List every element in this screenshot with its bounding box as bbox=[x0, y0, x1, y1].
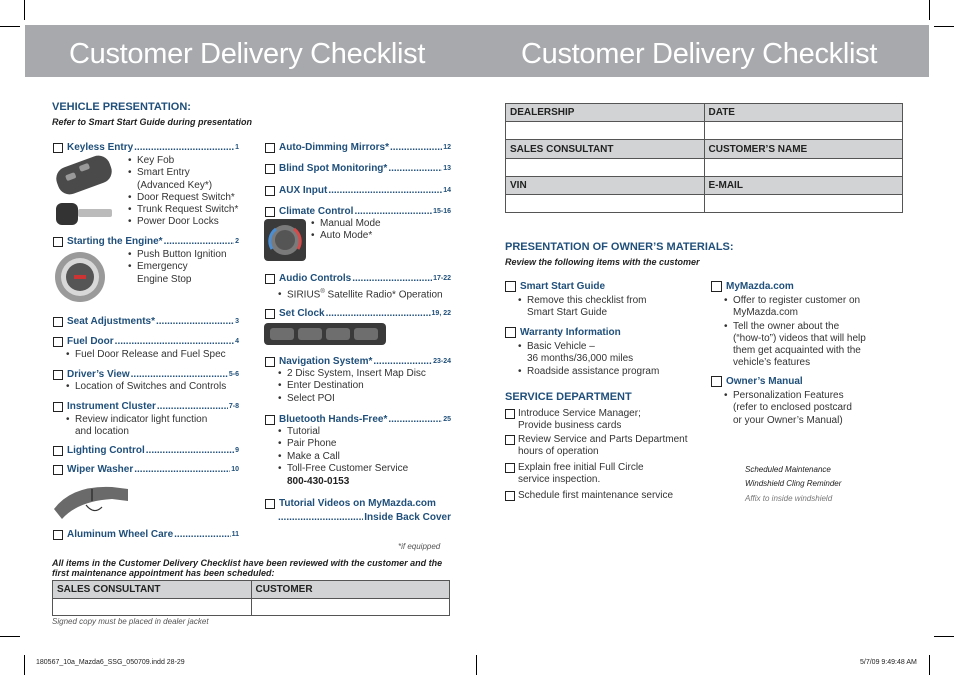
page-ref: 2 bbox=[235, 238, 239, 245]
crop-mark bbox=[934, 636, 954, 637]
sticker-instruction: Affix to inside windshield bbox=[745, 494, 833, 503]
check-wiper-washer[interactable] bbox=[53, 464, 239, 475]
check-schedule-maintenance[interactable]: Schedule first maintenance service bbox=[505, 490, 705, 502]
page-ref: 1 bbox=[235, 144, 239, 151]
key-fob-icon bbox=[52, 155, 122, 231]
tutorial-videos-location: ..... Inside Back Cover bbox=[278, 512, 451, 523]
item-label: Owner’s Manual bbox=[726, 376, 803, 387]
check-fuel-door[interactable] bbox=[53, 336, 239, 347]
check-seat-adjustments[interactable] bbox=[53, 316, 239, 327]
page-ref: 14 bbox=[443, 187, 451, 194]
clock-buttons-icon bbox=[264, 323, 386, 345]
check-owners-manual[interactable] bbox=[711, 376, 803, 387]
email-header: E-MAIL bbox=[704, 177, 903, 195]
page-ref: 25 bbox=[443, 416, 451, 423]
customer-name-header: CUSTOMER’S NAME bbox=[704, 140, 903, 159]
windshield-sticker-note: Scheduled Maintenance Windshield Cling Reminder bbox=[745, 465, 842, 488]
item-label: Aluminum Wheel Care bbox=[67, 529, 174, 540]
check-lighting-control[interactable] bbox=[53, 445, 239, 456]
checkbox[interactable] bbox=[505, 327, 516, 338]
vin-field[interactable] bbox=[506, 195, 705, 213]
item-label: Blind Spot Monitoring* bbox=[279, 163, 388, 174]
bluetooth-bullets: • Tutorial • Pair Phone • Make a Call • Toll-Free Customer Service bbox=[278, 426, 409, 474]
checkbox[interactable] bbox=[505, 435, 515, 445]
page-ref: 12 bbox=[443, 144, 451, 151]
check-audio-controls[interactable] bbox=[265, 273, 451, 284]
checkbox[interactable] bbox=[53, 370, 63, 380]
page-title-right: Customer Delivery Checklist bbox=[521, 38, 878, 70]
checkbox[interactable] bbox=[53, 237, 63, 247]
item-label: Set Clock bbox=[279, 308, 325, 319]
checkbox[interactable] bbox=[265, 309, 275, 319]
service-section-title: SERVICE DEPARTMENT bbox=[505, 391, 632, 403]
checkbox[interactable] bbox=[265, 357, 275, 367]
navigation-bullets: • 2 Disc System, Insert Map Disc • Enter Destination • Select POI bbox=[278, 368, 426, 404]
checkbox[interactable] bbox=[53, 465, 63, 475]
item-label: Driver’s View bbox=[67, 369, 130, 380]
audio-controls-bullets: • SIRIUS® Satellite Radio* Operation bbox=[278, 289, 443, 301]
page-ref: 17-22 bbox=[433, 275, 451, 282]
owners-manual-bullets: • Personalization Features (refer to enclosed postcard or your Owner’s Manual) bbox=[724, 390, 852, 426]
item-label: Navigation System* bbox=[279, 356, 373, 367]
checkbox[interactable] bbox=[265, 274, 275, 284]
check-warranty-information[interactable] bbox=[505, 327, 621, 338]
page-ref: 13 bbox=[443, 165, 451, 172]
smart-start-bullets: • Remove this checklist from Smart Start Guide bbox=[518, 295, 647, 319]
checkbox[interactable] bbox=[265, 186, 275, 196]
check-keyless-entry[interactable] bbox=[53, 142, 239, 153]
sales-consultant-info-header: SALES CONSULTANT bbox=[506, 140, 705, 159]
page-title-left: Customer Delivery Checklist bbox=[69, 38, 426, 70]
check-tutorial-videos[interactable] bbox=[265, 498, 451, 509]
page-ref: 3 bbox=[235, 318, 239, 325]
item-label: Audio Controls bbox=[279, 273, 352, 284]
page-ref: 11 bbox=[231, 531, 239, 538]
check-navigation-system[interactable] bbox=[265, 356, 451, 367]
checkbox[interactable] bbox=[505, 281, 516, 292]
item-label: Tutorial Videos on MyMazda.com bbox=[279, 498, 436, 509]
if-equipped-note: *if equipped bbox=[398, 542, 441, 551]
vehicle-section-title: VEHICLE PRESENTATION: bbox=[52, 101, 191, 113]
item-label: Starting the Engine* bbox=[67, 236, 163, 247]
email-field[interactable] bbox=[704, 195, 903, 213]
date-header: DATE bbox=[704, 104, 903, 122]
sales-consultant-field[interactable] bbox=[506, 159, 705, 177]
date-field[interactable] bbox=[704, 122, 903, 140]
crop-mark bbox=[476, 655, 477, 675]
checkbox[interactable] bbox=[53, 337, 63, 347]
crop-mark bbox=[929, 0, 930, 20]
starting-engine-bullets: • Push Button Ignition • Emergency Engine Stop bbox=[128, 249, 227, 285]
sales-consultant-signature[interactable] bbox=[53, 599, 252, 616]
checkbox[interactable] bbox=[53, 317, 63, 327]
crop-mark bbox=[0, 26, 20, 27]
customer-signature[interactable] bbox=[251, 599, 450, 616]
checkbox[interactable] bbox=[505, 491, 515, 501]
crop-mark bbox=[24, 0, 25, 20]
instrument-cluster-bullets: • Review indicator light function and location bbox=[66, 414, 208, 438]
check-review-service-hours[interactable]: Review Service and Parts Department hours of operation bbox=[505, 434, 705, 459]
item-label: Fuel Door bbox=[67, 336, 114, 347]
item-label: Climate Control bbox=[279, 206, 354, 217]
fuel-door-bullets: • Fuel Door Release and Fuel Spec bbox=[66, 349, 226, 360]
item-label: MyMazda.com bbox=[726, 281, 794, 292]
vin-header: VIN bbox=[506, 177, 705, 195]
climate-control-bullets: • Manual Mode • Auto Mode* bbox=[311, 218, 381, 242]
crop-mark bbox=[929, 655, 930, 675]
item-label: Seat Adjustments* bbox=[67, 316, 155, 327]
mymazda-bullets: • Offer to register customer on MyMazda.com • Tell the owner about the (“how-to”) videos that will help them get acquainted with the vehicle’s features bbox=[724, 295, 866, 369]
wiper-stalk-icon bbox=[52, 479, 130, 525]
check-set-clock[interactable] bbox=[265, 308, 451, 319]
crop-mark bbox=[934, 26, 954, 27]
check-aux-input[interactable] bbox=[265, 185, 451, 196]
check-auto-dimming-mirrors[interactable] bbox=[265, 142, 451, 153]
item-label: AUX Input bbox=[279, 185, 328, 196]
checkbox[interactable] bbox=[265, 207, 275, 217]
page-ref: 23-24 bbox=[433, 358, 451, 365]
drivers-view-bullets: • Location of Switches and Controls bbox=[66, 381, 227, 392]
check-drivers-view[interactable] bbox=[53, 369, 239, 380]
customer-name-field[interactable] bbox=[704, 159, 903, 177]
signoff-statement: All items in the Customer Delivery Checklist have been reviewed with the customer and the first maintenance appointment has been scheduled: bbox=[52, 558, 443, 578]
check-aluminum-wheel-care[interactable] bbox=[53, 529, 239, 540]
page-ref: 7-8 bbox=[228, 403, 239, 410]
checkbox[interactable] bbox=[265, 499, 275, 509]
check-introduce-service-manager[interactable]: Introduce Service Manager; Provide business cards bbox=[505, 408, 705, 433]
check-bluetooth-hands-free[interactable] bbox=[265, 414, 451, 425]
checkbox[interactable] bbox=[711, 376, 722, 387]
page-ref: 4 bbox=[235, 338, 239, 345]
item-label: Wiper Washer bbox=[67, 464, 134, 475]
file-slug: 180567_10a_Mazda6_SSG_050709.indd 28-29 bbox=[36, 659, 185, 666]
checkbox[interactable] bbox=[265, 164, 275, 174]
engine-start-button-icon bbox=[54, 251, 106, 303]
check-smart-start-guide[interactable] bbox=[505, 281, 605, 292]
item-label: Smart Start Guide bbox=[520, 281, 606, 292]
item-label: Keyless Entry bbox=[67, 142, 134, 153]
checkbox[interactable] bbox=[711, 281, 722, 292]
checkbox[interactable] bbox=[505, 463, 515, 473]
checkbox[interactable] bbox=[53, 530, 63, 540]
crop-mark bbox=[24, 655, 25, 675]
checkbox[interactable] bbox=[265, 415, 275, 425]
checkbox[interactable] bbox=[265, 143, 275, 153]
check-blind-spot-monitoring[interactable] bbox=[265, 163, 451, 174]
sales-consultant-header: SALES CONSULTANT bbox=[53, 581, 252, 599]
page-ref: 19, 22 bbox=[431, 310, 451, 317]
check-mymazda[interactable] bbox=[711, 281, 794, 292]
check-starting-engine[interactable] bbox=[53, 236, 239, 247]
item-label: Auto-Dimming Mirrors* bbox=[279, 142, 389, 153]
vehicle-section-subtitle: Refer to Smart Start Guide during presentation bbox=[52, 117, 253, 127]
owners-section-title: PRESENTATION OF OWNER’S MATERIALS: bbox=[505, 241, 734, 253]
check-instrument-cluster[interactable] bbox=[53, 401, 239, 412]
dealership-field[interactable] bbox=[506, 122, 705, 140]
check-explain-inspection[interactable]: Explain free initial Full Circle service inspection. bbox=[505, 462, 705, 487]
checkbox[interactable] bbox=[53, 143, 63, 153]
check-climate-control[interactable] bbox=[265, 206, 451, 217]
timestamp-slug: 5/7/09 9:49:48 AM bbox=[860, 659, 917, 666]
customer-info-table bbox=[505, 103, 903, 213]
page-ref: 5-6 bbox=[228, 371, 239, 378]
page-ref: 10 bbox=[231, 466, 239, 473]
keyless-entry-bullets: • Key Fob • Smart Entry (Advanced Key*) • Door Request Switch* • Trunk Request Switch* • Power Door Locks bbox=[128, 155, 239, 228]
checkbox[interactable] bbox=[505, 409, 515, 419]
signoff-footnote: Signed copy must be placed in dealer jacket bbox=[52, 617, 209, 626]
signoff-table bbox=[52, 580, 450, 616]
crop-mark bbox=[0, 636, 20, 637]
dealership-header: DEALERSHIP bbox=[506, 104, 705, 122]
checkbox[interactable] bbox=[53, 402, 63, 412]
item-label: Instrument Cluster bbox=[67, 401, 156, 412]
customer-header: CUSTOMER bbox=[251, 581, 450, 599]
climate-dial-icon bbox=[264, 219, 306, 261]
item-label: Bluetooth Hands-Free* bbox=[279, 414, 388, 425]
page-ref: 9 bbox=[235, 447, 239, 454]
owners-section-subtitle: Review the following items with the customer bbox=[505, 257, 700, 267]
customer-service-phone: 800-430-0153 bbox=[287, 476, 350, 487]
warranty-bullets: • Basic Vehicle – 36 months/36,000 miles • Roadside assistance program bbox=[518, 341, 660, 377]
item-label: Lighting Control bbox=[67, 445, 145, 456]
checkbox[interactable] bbox=[53, 446, 63, 456]
item-label: Warranty Information bbox=[520, 327, 621, 338]
page-ref: 15-16 bbox=[433, 208, 451, 215]
